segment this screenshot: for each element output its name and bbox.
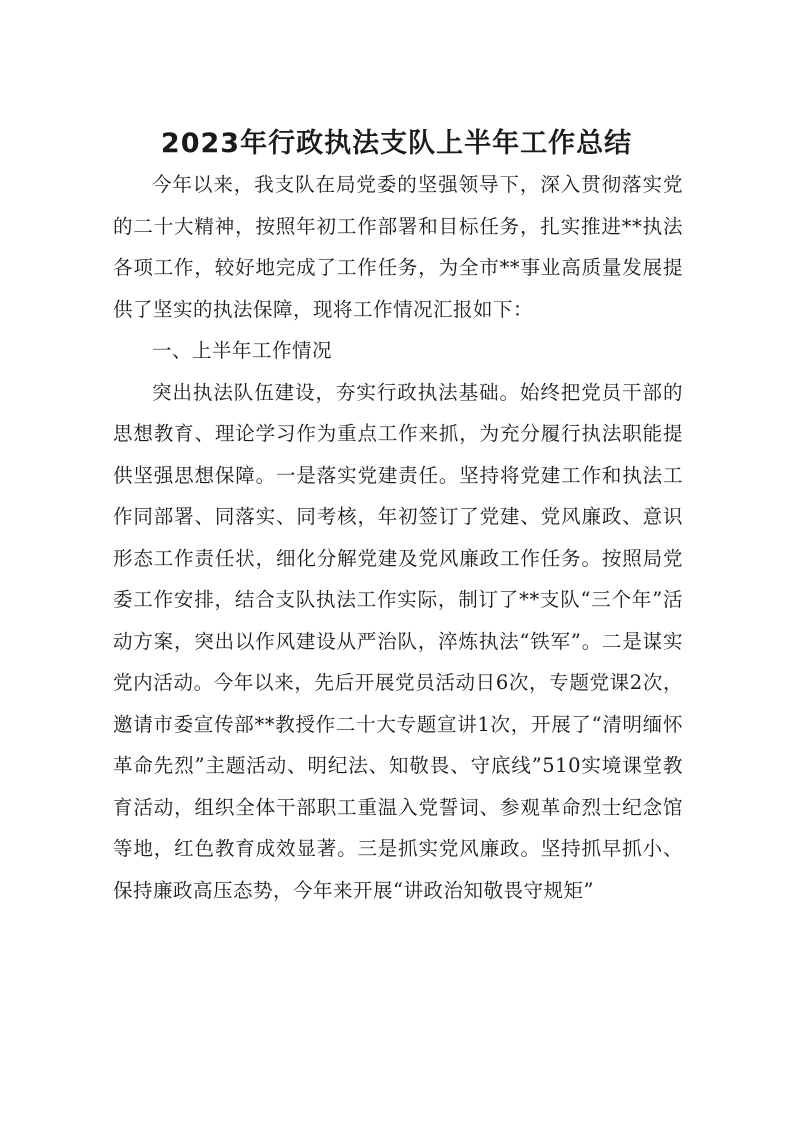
document-title: 2023年行政执法支队上半年工作总结 <box>160 128 633 159</box>
section-paragraph: 突出执法队伍建设，夯实行政执法基础。始终把党员干部的思想教育、理论学习作为重点工作来抓，为充分履行执法职能提供坚强思想保障。一是落实党建责任。坚持将党建工作和执法工作同部署、同落实、同考核，年初签订了党建、党风廉政、意识形态工作责任状，细化分解党建及党风廉政工作任务。按照局党委工作安排，结合支队执法工作实际，制订了**支队“三个年”活动方案，突出以作风建设从严治队，淬炼执法“铁军”。二是谋实党内活动。今年以来，先后开展党员活动日6次，专题党课2次，邀请市委宣传部**教授作二十大专题宣讲1次，开展了“清明缅怀革命先烈”主题活动、明纪法、知敬畏、守底线”510实境课堂教育活动，组织全体干部职工重温入党誓词、参观革命烈士纪念馆等地，红色教育成效显著。三是抓实党风廉政。坚持抓早抓小、保持廉政高压态势，今年来开展“讲政治知敬畏守规矩” <box>113 380 683 902</box>
intro-paragraph: 今年以来，我支队在局党委的坚强领导下，深入贯彻落实党的二十大精神，按照年初工作部署和目标任务，扎实推进**执法各项工作，较好地完成了工作任务，为全市**事业高质量发展提供了坚实的执法保障，现将工作情况汇报如下： <box>113 173 683 321</box>
section-heading: 一、上半年工作情况 <box>152 339 333 362</box>
document-body <box>113 164 683 911</box>
